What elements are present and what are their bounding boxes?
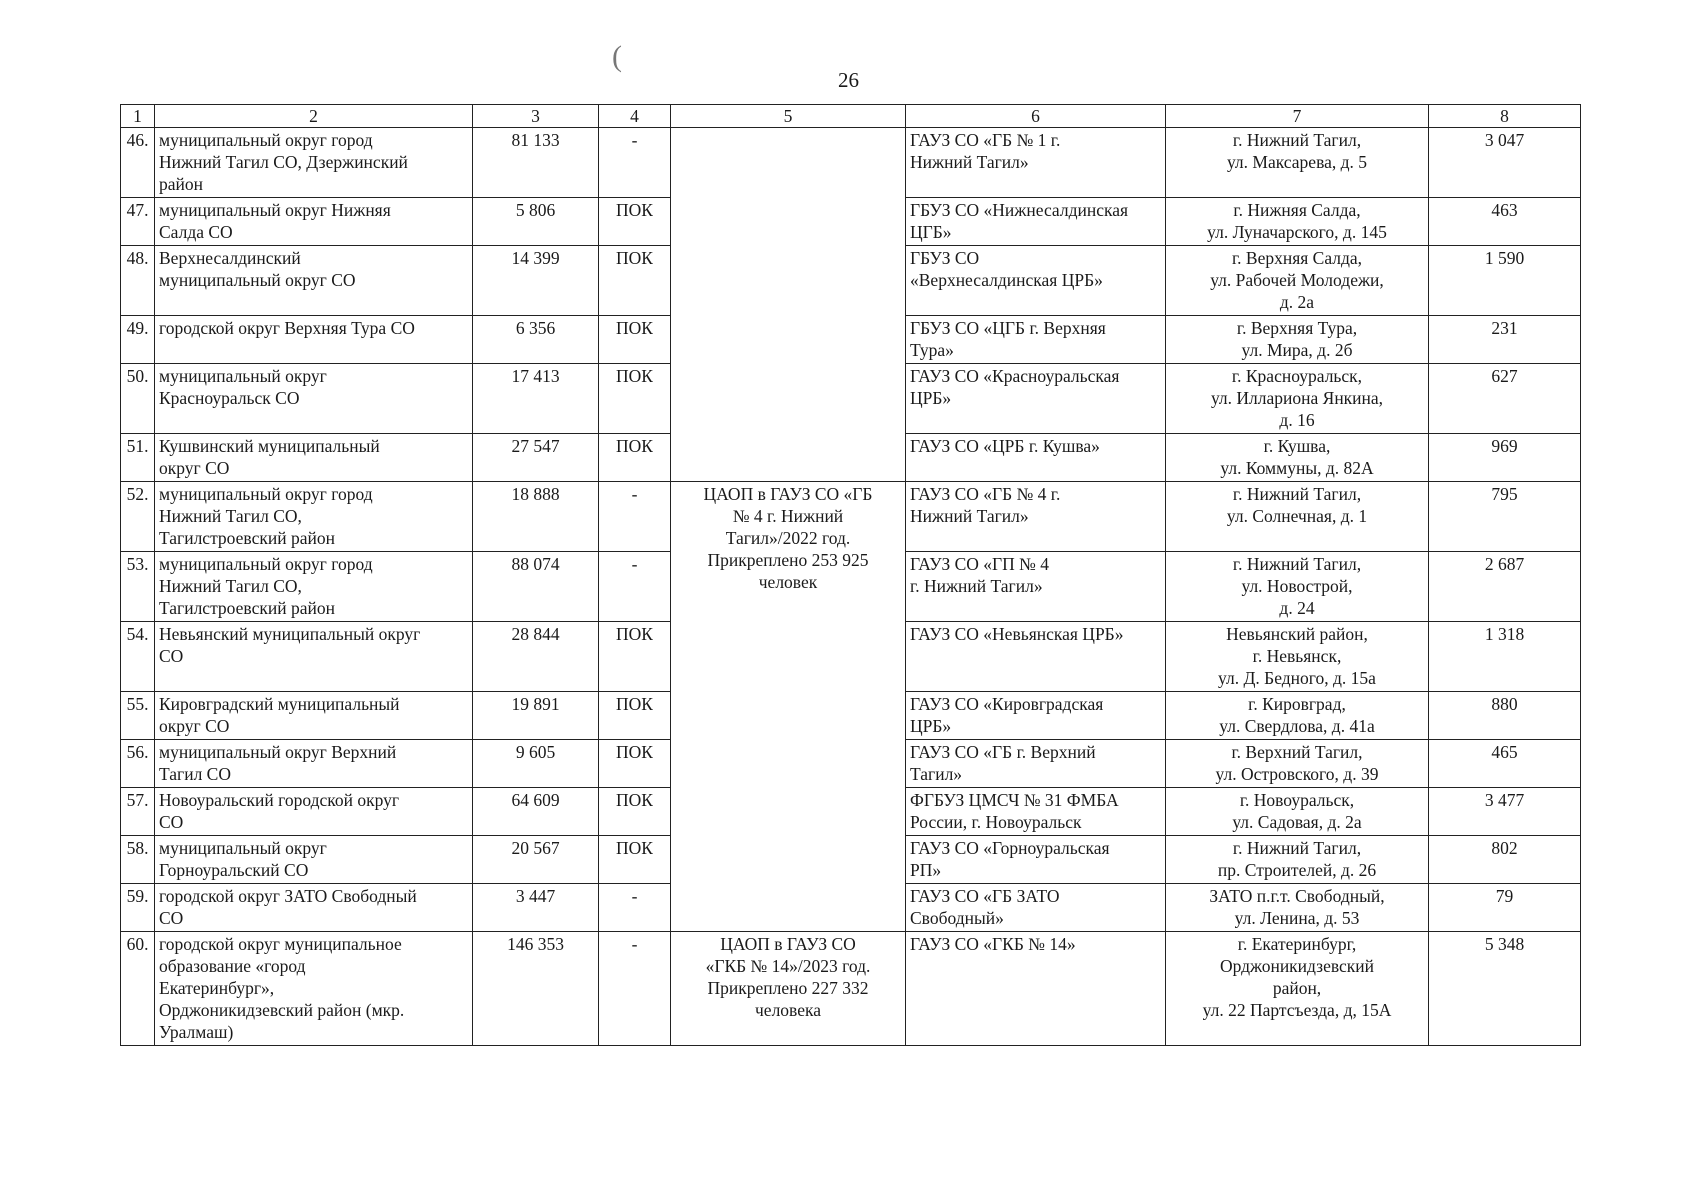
medical-organization [906,482,1166,552]
oncology-center-cell [671,128,906,482]
medical-organization-line: ГАУЗ СО «ГБ г. Верхний [910,742,1096,762]
oncology-center-cell [671,482,906,932]
municipality-name [155,364,473,434]
pok-mark: - [599,884,671,932]
table-body [121,128,1581,1046]
row-number: 50. [121,364,155,434]
municipality-name-line: городской округ ЗАТО Свободный [159,886,417,906]
medical-organization [906,692,1166,740]
medical-organization [906,740,1166,788]
medical-organization [906,246,1166,316]
document-table [120,104,1581,1046]
municipality-name-line: муниципальный округ СО [159,270,356,290]
municipality-name [155,552,473,622]
organization-address-line: г. Екатеринбург, [1237,934,1357,954]
row-number: 53. [121,552,155,622]
municipality-name-line: Нижний Тагил СО, Дзержинский [159,152,408,172]
pok-mark: ПОК [599,740,671,788]
municipality-name-line: Кировградский муниципальный [159,694,400,714]
medical-organization-line: России, г. Новоуральск [910,812,1082,832]
municipality-name [155,692,473,740]
municipality-name-line: Орджоникидзевский район (мкр. [159,1000,405,1020]
municipality-name-line: Красноуральск СО [159,388,300,408]
municipality-name [155,316,473,364]
population-value: 64 609 [473,788,599,836]
organization-address-line: ул. Новострой, [1241,576,1353,596]
header-cell: 8 [1429,105,1581,128]
municipality-name-line: Верхнесалдинский [159,248,301,268]
medical-organization [906,434,1166,482]
organization-address-line: г. Кировград, [1248,694,1346,714]
organization-address-line: г. Новоуральск, [1239,790,1355,810]
population-value: 6 356 [473,316,599,364]
attached-count: 969 [1429,434,1581,482]
pok-mark: - [599,552,671,622]
header-cell: 1 [121,105,155,128]
organization-address-line: г. Нижний Тагил, [1232,484,1362,504]
municipality-name-line: муниципальный округ Нижняя [159,200,391,220]
municipality-name-line: муниципальный округ [159,366,327,386]
municipality-name-line: Екатеринбург», [159,978,275,998]
municipality-name-line: образование «город [159,956,306,976]
header-cell: 7 [1166,105,1429,128]
municipality-name-line: Кушвинский муниципальный [159,436,380,456]
medical-organization [906,836,1166,884]
medical-organization [906,198,1166,246]
medical-organization-line: ГАУЗ СО «ГП № 4 [910,554,1050,574]
medical-organization-line: ЦРБ» [910,388,952,408]
municipality-name-line: муниципальный округ [159,838,327,858]
organization-address-line: г. Красноуральск, [1231,366,1363,386]
header-row [121,105,1581,128]
population-value: 9 605 [473,740,599,788]
medical-organization-line: ГАУЗ СО «ЦРБ г. Кушва» [910,436,1100,456]
medical-organization-line: ЦРБ» [910,716,952,736]
table-row [121,482,1581,552]
organization-address-line: ул. Мира, д. 2б [1241,340,1353,360]
pok-mark: - [599,482,671,552]
municipality-name [155,884,473,932]
page-edge-mark: ( [612,40,622,73]
table-row [121,128,1581,198]
attached-count: 880 [1429,692,1581,740]
municipality-name-line: Салда СО [159,222,233,242]
organization-address-line: г. Верхняя Салда, [1231,248,1363,268]
municipality-name-line: Уралмаш) [159,1022,234,1042]
medical-organization [906,552,1166,622]
municipality-name [155,932,473,1046]
pok-mark: ПОК [599,788,671,836]
header-cell: 3 [473,105,599,128]
municipality-name-line: Новоуральский городской округ [159,790,400,810]
municipality-name-line: СО [159,908,184,928]
municipality-name [155,128,473,198]
organization-address-line: ул. Иллариона Янкина, [1210,388,1384,408]
organization-address [1166,788,1429,836]
organization-address-line: ул. Садовая, д. 2а [1232,812,1362,832]
population-value: 28 844 [473,622,599,692]
medical-organization [906,788,1166,836]
municipality-name-line: Тагилстроевский район [159,528,335,548]
medical-organization [906,932,1166,1046]
organization-address [1166,482,1429,552]
header-cell: 2 [155,105,473,128]
organization-address [1166,198,1429,246]
municipality-name [155,434,473,482]
pok-mark: ПОК [599,692,671,740]
organization-address-line: ул. Островского, д. 39 [1215,764,1379,784]
population-value: 5 806 [473,198,599,246]
municipality-name [155,622,473,692]
medical-organization-line: ГБУЗ СО «Нижнесалдинская [910,200,1129,220]
population-value: 18 888 [473,482,599,552]
municipality-name-line: муниципальный округ город [159,484,373,504]
organization-address [1166,434,1429,482]
medical-organization [906,316,1166,364]
row-number: 52. [121,482,155,552]
organization-address-line: ул. Луначарского, д. 145 [1207,222,1387,242]
medical-organization-line: ФГБУЗ ЦМСЧ № 31 ФМБА [910,790,1119,810]
attached-count: 2 687 [1429,552,1581,622]
population-value: 20 567 [473,836,599,884]
header-cell: 5 [671,105,906,128]
attached-count: 795 [1429,482,1581,552]
organization-address-line: район, [1272,978,1322,998]
pok-mark: ПОК [599,316,671,364]
municipality-name-line: городской округ Верхняя Тура СО [159,318,415,338]
municipality-name [155,246,473,316]
page-number: 26 [838,68,859,92]
medical-organization [906,884,1166,932]
organization-address [1166,552,1429,622]
pok-mark: ПОК [599,622,671,692]
oncology-center-cell-line: ЦАОП в ГАУЗ СО [720,934,856,954]
attached-count: 463 [1429,198,1581,246]
organization-address-line: г. Нижняя Салда, [1233,200,1361,220]
attached-count: 231 [1429,316,1581,364]
attached-count: 465 [1429,740,1581,788]
municipality-name [155,788,473,836]
organization-address-line: д. 2а [1279,292,1315,312]
medical-organization-line: РП» [910,860,942,880]
medical-organization [906,622,1166,692]
medical-organization-line: г. Нижний Тагил» [910,576,1043,596]
population-value: 27 547 [473,434,599,482]
medical-organization-line: Нижний Тагил» [910,152,1029,172]
attached-count: 627 [1429,364,1581,434]
municipality-name-line: СО [159,812,184,832]
pok-mark: - [599,128,671,198]
medical-organization-line: ЦГБ» [910,222,952,242]
municipality-name-line: муниципальный округ город [159,130,373,150]
organization-address-line: д. 24 [1279,598,1315,618]
medical-organization-line: ГБУЗ СО [910,248,980,268]
medical-organization-line: «Верхнесалдинская ЦРБ» [910,270,1103,290]
medical-organization-line: ГАУЗ СО «ГБ № 1 г. [910,130,1061,150]
pok-mark: ПОК [599,364,671,434]
population-value: 14 399 [473,246,599,316]
row-number: 55. [121,692,155,740]
attached-count: 1 318 [1429,622,1581,692]
row-number: 58. [121,836,155,884]
organization-address-line: г. Нижний Тагил, [1232,130,1362,150]
pok-mark: ПОК [599,836,671,884]
row-number: 56. [121,740,155,788]
organization-address-line: г. Верхний Тагил, [1231,742,1363,762]
oncology-center-cell-line: № 4 г. Нижний [732,506,844,526]
organization-address [1166,692,1429,740]
organization-address [1166,836,1429,884]
attached-count: 3 477 [1429,788,1581,836]
medical-organization-line: Тагил» [910,764,963,784]
medical-organization-line: Свободный» [910,908,1004,928]
row-number: 49. [121,316,155,364]
attached-count: 3 047 [1429,128,1581,198]
oncology-center-cell-line: «ГКБ № 14»/2023 год. [705,956,871,976]
organization-address-line: пр. Строителей, д. 26 [1217,860,1377,880]
organization-address-line: ул. 22 Партсъезда, д, 15А [1202,1000,1392,1020]
municipality-name-line: муниципальный округ город [159,554,373,574]
population-value: 81 133 [473,128,599,198]
municipality-name [155,836,473,884]
organization-address-line: ул. Коммуны, д. 82А [1220,458,1374,478]
medical-organization-line: Тура» [910,340,954,360]
organization-address-line: Орджоникидзевский [1219,956,1375,976]
medical-organization-line: ГАУЗ СО «Невьянская ЦРБ» [910,624,1124,644]
header-cell: 6 [906,105,1166,128]
medical-organization-line: ГАУЗ СО «ГКБ № 14» [910,934,1076,954]
municipality-name-line: СО [159,646,184,666]
municipality-name [155,740,473,788]
organization-address-line: ул. Солнечная, д. 1 [1226,506,1368,526]
pok-mark: ПОК [599,434,671,482]
organization-address [1166,622,1429,692]
row-number: 57. [121,788,155,836]
medical-organization-line: ГБУЗ СО «ЦГБ г. Верхняя [910,318,1106,338]
organization-address [1166,316,1429,364]
population-value: 17 413 [473,364,599,434]
organization-address [1166,932,1429,1046]
oncology-center-cell-line: Прикреплено 253 925 [707,550,869,570]
organization-address [1166,740,1429,788]
municipality-name-line: Нижний Тагил СО, [159,506,302,526]
population-value: 19 891 [473,692,599,740]
organization-address-line: ЗАТО п.г.т. Свободный, [1209,886,1385,906]
organization-address [1166,884,1429,932]
municipality-name [155,482,473,552]
organization-address-line: д. 16 [1279,410,1315,430]
medical-organization-line: ГАУЗ СО «Кировградская [910,694,1104,714]
row-number: 47. [121,198,155,246]
oncology-center-cell-line: Тагил»/2022 год. [725,528,851,548]
organization-address [1166,364,1429,434]
municipality-name-line: Невьянский муниципальный округ [159,624,421,644]
oncology-center-cell-line: Прикреплено 227 332 [707,978,869,998]
municipality-name-line: округ СО [159,458,230,478]
pok-mark: ПОК [599,246,671,316]
row-number: 59. [121,884,155,932]
municipality-name-line: округ СО [159,716,230,736]
medical-organization-line: ГАУЗ СО «ГБ ЗАТО [910,886,1060,906]
attached-count: 79 [1429,884,1581,932]
oncology-center-cell-line: ЦАОП в ГАУЗ СО «ГБ [703,484,873,504]
medical-organization-line: ГАУЗ СО «Горноуральская [910,838,1110,858]
municipality-name-line: городской округ муниципальное [159,934,402,954]
municipality-name-line: район [159,174,203,194]
row-number: 51. [121,434,155,482]
medical-organization-line: ГАУЗ СО «ГБ № 4 г. [910,484,1061,504]
attached-count: 5 348 [1429,932,1581,1046]
organization-address-line: ул. Максарева, д. 5 [1226,152,1368,172]
medical-organization-line: ГАУЗ СО «Красноуральская [910,366,1120,386]
organization-address-line: г. Нижний Тагил, [1232,838,1362,858]
medical-organization [906,364,1166,434]
population-value: 146 353 [473,932,599,1046]
medical-organization [906,128,1166,198]
row-number: 46. [121,128,155,198]
pok-mark: - [599,932,671,1046]
organization-address-line: ул. Свердлова, д. 41а [1219,716,1375,736]
oncology-center-cell-line: человек [758,572,818,592]
organization-address [1166,246,1429,316]
population-value: 88 074 [473,552,599,622]
municipality-name-line: Нижний Тагил СО, [159,576,302,596]
municipality-name-line: Горноуральский СО [159,860,309,880]
pok-mark: ПОК [599,198,671,246]
attached-count: 1 590 [1429,246,1581,316]
header-cell: 4 [599,105,671,128]
organization-address-line: Невьянский район, [1226,624,1368,644]
organization-address-line: г. Верхняя Тура, [1236,318,1358,338]
attached-count: 802 [1429,836,1581,884]
organization-address-line: г. Кушва, [1263,436,1331,456]
organization-address-line: ул. Д. Бедного, д. 15а [1218,668,1376,688]
row-number: 60. [121,932,155,1046]
oncology-center-cell-line: человека [755,1000,821,1020]
medical-organization-line: Нижний Тагил» [910,506,1029,526]
organization-address-line: ул. Ленина, д. 53 [1234,908,1360,928]
organization-address-line: г. Нижний Тагил, [1232,554,1362,574]
row-number: 54. [121,622,155,692]
population-value: 3 447 [473,884,599,932]
table-row [121,932,1581,1046]
oncology-center-cell [671,932,906,1046]
municipality-name-line: муниципальный округ Верхний [159,742,397,762]
organization-address-line: ул. Рабочей Молодежи, [1210,270,1384,290]
row-number: 48. [121,246,155,316]
organization-address [1166,128,1429,198]
municipality-name [155,198,473,246]
municipality-name-line: Тагил СО [159,764,231,784]
municipality-name-line: Тагилстроевский район [159,598,335,618]
organization-address-line: г. Невьянск, [1252,646,1342,666]
